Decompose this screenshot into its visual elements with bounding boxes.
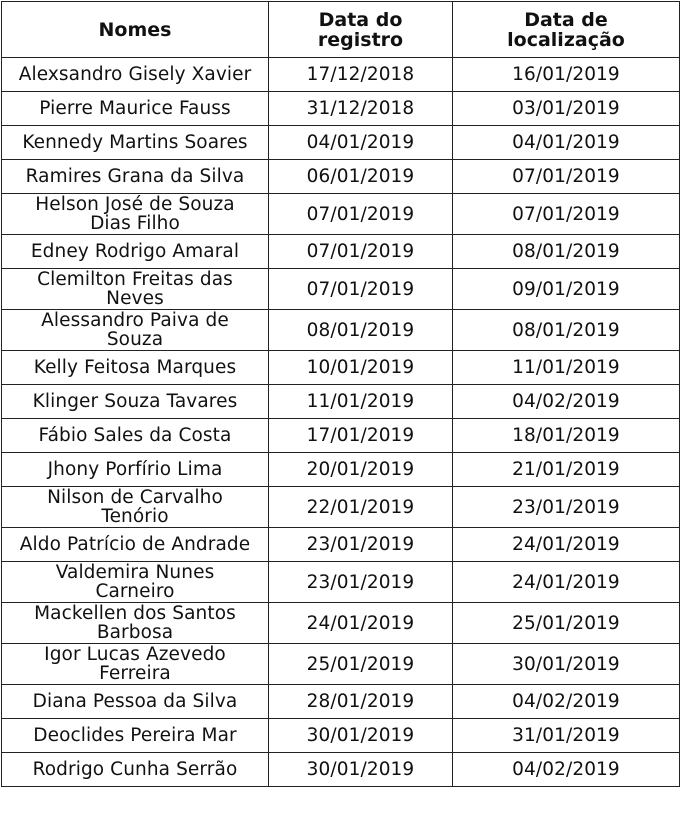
table-body [2,58,680,787]
table-row [2,126,680,160]
table-row [2,528,680,562]
table-row [2,753,680,787]
cell-registration-date: 17/01/2019 [269,419,453,453]
cell-location-date: 23/01/2019 [453,487,680,528]
cell-name-text: Souza [106,329,164,350]
cell-name-text: Alessandro Paiva de [41,310,229,331]
cell-location-date: 24/01/2019 [453,562,680,603]
cell-location-date: 16/01/2019 [453,58,680,92]
cell-name-text: Ramires Grana da Silva [25,166,245,187]
cell-location-date: 18/01/2019 [453,419,680,453]
cell-registration-date: 23/01/2019 [269,562,453,603]
table-row [2,603,680,644]
cell-registration-date: 30/01/2019 [269,753,453,787]
cell-name-text: Neves [106,288,164,309]
cell-name-text: Deoclides Pereira Mar [33,725,237,746]
cell-location-date: 31/01/2019 [453,719,680,753]
cell-registration-date: 25/01/2019 [269,644,453,685]
records-table [1,1,680,787]
table-row [2,351,680,385]
cell-name [2,753,269,787]
header-location-line2: localização [507,28,625,51]
cell-location-date: 04/02/2019 [453,685,680,719]
table-row [2,719,680,753]
header-names [2,2,269,58]
cell-name [2,644,269,685]
cell-registration-date: 07/01/2019 [269,235,453,269]
cell-location-date: 25/01/2019 [453,603,680,644]
cell-registration-date: 08/01/2019 [269,310,453,351]
table-row [2,194,680,235]
cell-registration-date: 07/01/2019 [269,194,453,235]
header-names-label: Nomes [98,18,172,41]
cell-name-text: Barbosa [96,622,174,643]
table-row [2,685,680,719]
cell-name [2,528,269,562]
cell-name-text: Clemilton Freitas das [37,269,233,290]
cell-name-text: Nilson de Carvalho [47,487,223,508]
cell-name-text: Carneiro [95,581,175,602]
cell-location-date: 30/01/2019 [453,644,680,685]
table-row [2,58,680,92]
cell-name-text: Igor Lucas Azevedo [44,644,226,665]
cell-location-date: 08/01/2019 [453,235,680,269]
cell-name-text: Alexsandro Gisely Xavier [18,64,252,85]
cell-location-date: 03/01/2019 [453,92,680,126]
cell-name-text: Ferreira [99,663,171,684]
cell-name [2,562,269,603]
header-location-date [453,2,680,58]
cell-registration-date: 11/01/2019 [269,385,453,419]
cell-registration-date: 04/01/2019 [269,126,453,160]
cell-registration-date: 07/01/2019 [269,269,453,310]
cell-name-text: Dias Filho [90,213,180,234]
table-header-row [2,2,680,58]
cell-name [2,419,269,453]
cell-location-date: 07/01/2019 [453,160,680,194]
cell-registration-date: 30/01/2019 [269,719,453,753]
cell-location-date: 04/02/2019 [453,753,680,787]
cell-name-text: Diana Pessoa da Silva [32,691,238,712]
table-row [2,235,680,269]
cell-name-text: Mackellen dos Santos [34,603,236,624]
cell-name [2,160,269,194]
table-row [2,269,680,310]
cell-registration-date: 20/01/2019 [269,453,453,487]
cell-name-text: Kelly Feitosa Marques [33,357,237,378]
table-row [2,160,680,194]
cell-location-date: 24/01/2019 [453,528,680,562]
cell-location-date: 11/01/2019 [453,351,680,385]
cell-name-text: Kennedy Martins Soares [22,132,248,153]
table-row [2,419,680,453]
cell-registration-date: 24/01/2019 [269,603,453,644]
header-registration-line2: registro [317,28,404,51]
cell-name [2,685,269,719]
cell-registration-date: 23/01/2019 [269,528,453,562]
cell-name-text: Edney Rodrigo Amaral [30,241,240,262]
cell-location-date: 04/02/2019 [453,385,680,419]
cell-name [2,194,269,235]
cell-name [2,351,269,385]
table-row [2,644,680,685]
cell-name-text: Rodrigo Cunha Serrão [32,759,238,780]
cell-name [2,719,269,753]
cell-registration-date: 22/01/2019 [269,487,453,528]
cell-name [2,385,269,419]
cell-name [2,58,269,92]
cell-name [2,453,269,487]
cell-name [2,603,269,644]
cell-registration-date: 17/12/2018 [269,58,453,92]
cell-name-text: Pierre Maurice Fauss [39,98,231,119]
cell-name-text: Klinger Souza Tavares [32,391,238,412]
cell-registration-date: 28/01/2019 [269,685,453,719]
table-row [2,92,680,126]
cell-name [2,235,269,269]
cell-name-text: Fábio Sales da Costa [38,425,232,446]
table-row [2,562,680,603]
cell-name [2,269,269,310]
table-row [2,385,680,419]
table-row [2,453,680,487]
cell-name [2,310,269,351]
cell-location-date: 21/01/2019 [453,453,680,487]
cell-name-text: Helson José de Souza [35,194,235,215]
cell-name-text: Tenório [101,506,169,527]
cell-registration-date: 31/12/2018 [269,92,453,126]
header-registration-date [269,2,453,58]
cell-name [2,487,269,528]
cell-name-text: Valdemira Nunes [55,562,215,583]
cell-name [2,126,269,160]
header-registration-line1: Data do [318,8,403,31]
table-row [2,310,680,351]
cell-name-text: Jhony Porfírio Lima [47,459,223,480]
table-row [2,487,680,528]
cell-location-date: 04/01/2019 [453,126,680,160]
cell-name-text: Aldo Patrício de Andrade [19,534,251,555]
header-location-line1: Data de [524,8,608,31]
cell-location-date: 07/01/2019 [453,194,680,235]
cell-registration-date: 10/01/2019 [269,351,453,385]
cell-registration-date: 06/01/2019 [269,160,453,194]
cell-location-date: 09/01/2019 [453,269,680,310]
cell-location-date: 08/01/2019 [453,310,680,351]
cell-name [2,92,269,126]
